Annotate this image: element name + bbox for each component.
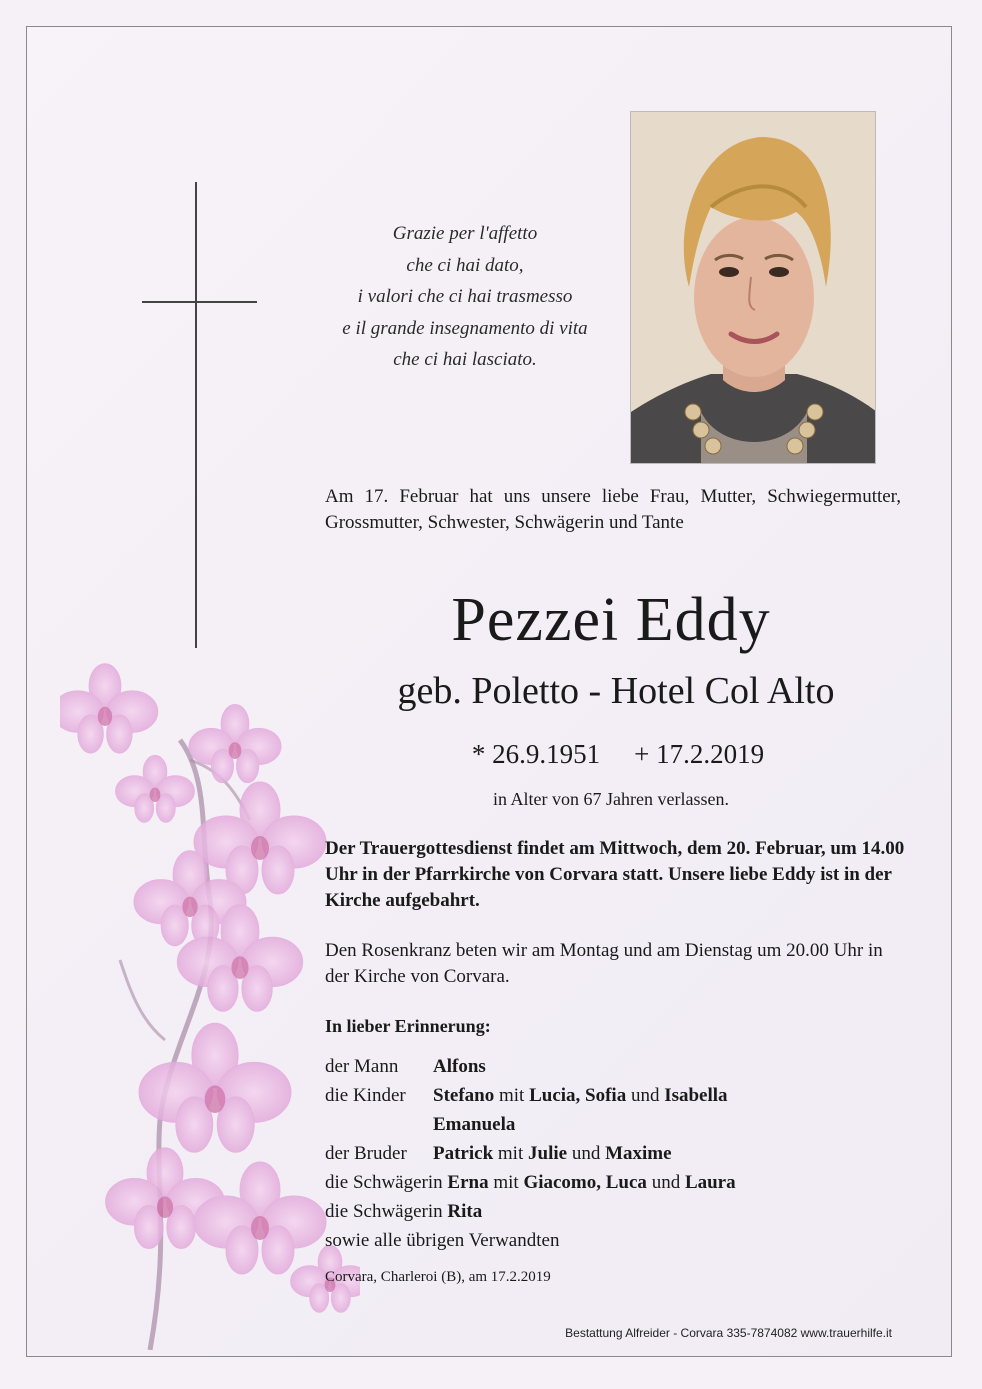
funeral-home-footer: Bestattung Alfreider - Corvara 335-7874082 www.trauerhilfe.it [565, 1326, 892, 1340]
death-date: + 17.2.2019 [634, 739, 765, 769]
announcement-intro: Am 17. Februar hat uns unsere liebe Frau, Mutter, Schwiegermutter, Grossmutter, Schwester, Schwägerin und Tante [325, 486, 901, 533]
birth-date: * 26.9.1951 [471, 739, 601, 769]
funeral-service-text: Der Trauergottesdienst findet am Mittwoch, dem 20. Februar, um 14.00 Uhr in der Pfarrkirche von Corvara statt. Unsere liebe Eddy ist in der Kirche aufgebahrt. [325, 838, 905, 911]
rosary-text: Den Rosenkranz beten wir am Montag und am Dienstag um 20.00 Uhr in der Kirche von Corvara. [325, 940, 883, 987]
memory-title: In lieber Erinnerung: [325, 1016, 491, 1036]
age-text: in Alter von 67 Jahren verlassen. [493, 789, 729, 809]
poem-line: che ci hai lasciato. [393, 349, 537, 370]
cross-vertical-bar [195, 182, 197, 648]
family-names: Stefano mit Lucia, Sofia und Isabella [433, 1085, 728, 1106]
relation-label: die Kinder [325, 1085, 406, 1106]
family-row-children [325, 1081, 905, 1110]
orchid-flower [139, 1023, 291, 1152]
family-list [325, 1052, 905, 1255]
family-row-sister-in-law-1 [325, 1168, 905, 1197]
poem [300, 218, 630, 376]
family-row-others [325, 1226, 905, 1255]
family-names: Patrick mit Julie und Maxime [433, 1143, 672, 1164]
family-name: Alfons [433, 1056, 486, 1077]
relation-label: der Mann [325, 1056, 399, 1077]
family-row-brother [325, 1139, 905, 1168]
poem-line: Grazie per l'affetto [392, 223, 538, 244]
poem-line: i valori che ci hai trasmesso [357, 286, 573, 307]
family-row-sister-in-law-2 [325, 1197, 905, 1226]
family-line: die Schwägerin Rita [325, 1201, 483, 1222]
family-line: die Schwägerin Erna mit Giacomo, Luca und Laura [325, 1172, 736, 1193]
place-and-date: Corvara, Charleroi (B), am 17.2.2019 [325, 1269, 551, 1285]
poem-line: e il grande insegnamento di vita [342, 317, 588, 339]
life-dates [0, 734, 982, 774]
family-line: sowie alle übrigen Verwandten [325, 1230, 560, 1251]
family-name: Emanuela [433, 1114, 516, 1135]
cross-horizontal-bar [142, 301, 257, 303]
family-row-children-cont [325, 1110, 905, 1139]
maiden-name-hotel: geb. Poletto - Hotel Col Alto [397, 670, 835, 712]
relation-label: der Bruder [325, 1143, 407, 1164]
poem-line: che ci hai dato, [406, 254, 524, 276]
orchid-flower [194, 1162, 326, 1274]
family-row-husband [325, 1052, 905, 1081]
deceased-name: Pezzei Eddy [451, 586, 771, 654]
portrait-photo [630, 111, 876, 464]
